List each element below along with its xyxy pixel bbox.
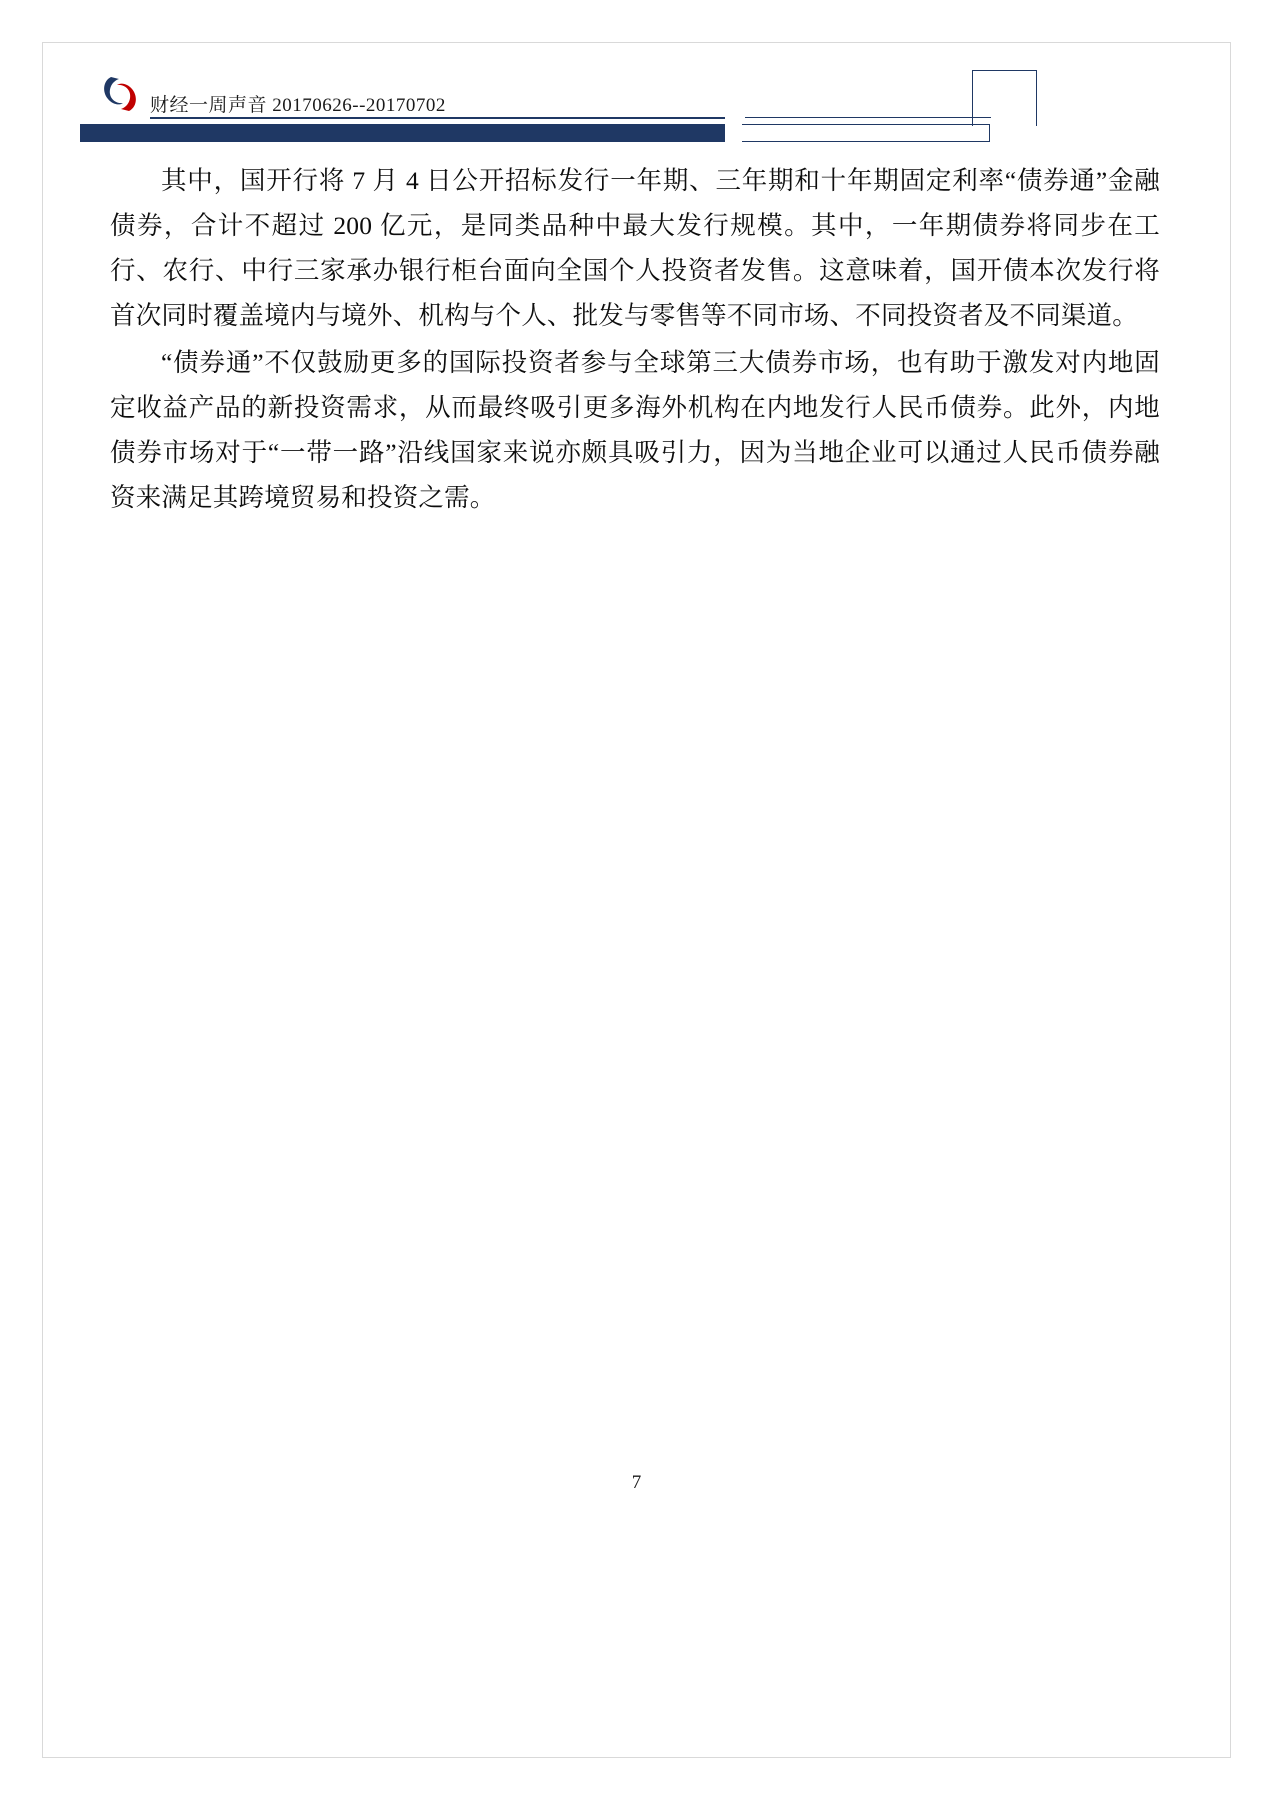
stylized-s-logo-icon <box>99 74 141 114</box>
header-rule <box>150 117 725 119</box>
body-paragraph: “债券通”不仅鼓励更多的国际投资者参与全球第三大债券市场，也有助于激发对内地固定收益产品的新投资需求，从而最终吸引更多海外机构在内地发行人民币债券。此外，内地债券市场对于“一带一路”沿线国家来说亦颇具吸引力，因为当地企业可以通过人民币债券融资来满足其跨境贸易和投资之需。 <box>110 348 1160 512</box>
document-body <box>110 158 1160 522</box>
header-title: 财经一周声音 20170626--20170702 <box>150 95 446 116</box>
header-accent-bar-outline <box>742 124 990 142</box>
document-header <box>0 0 1273 150</box>
body-paragraph: 其中，国开行将 7 月 4 日公开招标发行一年期、三年期和十年期固定利率“债券通”金融债券，合计不超过 200 亿元，是同类品种中最大发行规模。其中，一年期债券将同步在工行、农行、中行三家承办银行柜台面向全国个人投资者发售。这意味着，国开债本次发行将首次同时覆盖境内与境外、机构与个人、批发与零售等不同市场、不同投资者及不同渠道。 <box>110 166 1160 330</box>
header-rule-right <box>745 117 991 118</box>
header-corner-mark <box>972 70 1037 126</box>
header-accent-bar <box>80 124 725 142</box>
page-number: 7 <box>631 1472 642 1493</box>
